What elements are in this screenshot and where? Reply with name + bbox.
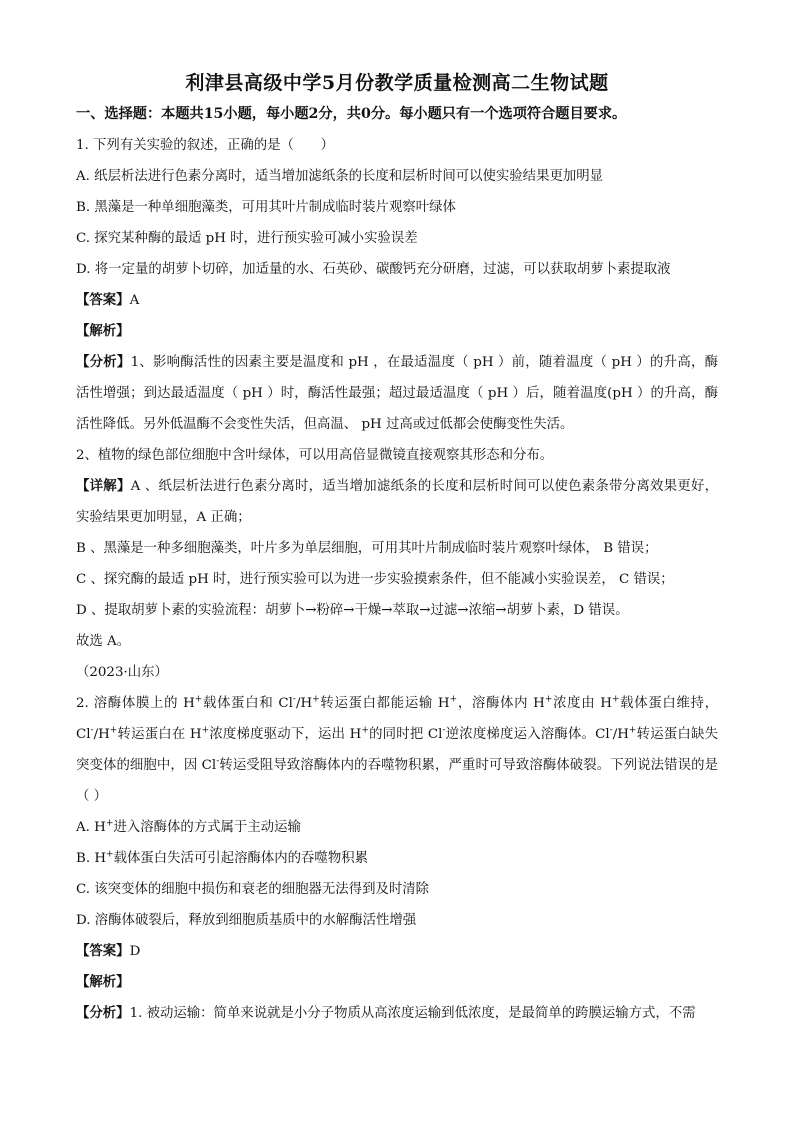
superscript-minus: - (90, 725, 94, 736)
q1-xiangjie-c: C 、探究酶的最适 pH 时，进行预实验可以为进一步实验摸索条件，但不能减小实验误差， C 错误； (76, 572, 674, 587)
q2-option-a-part: A. H (76, 820, 106, 835)
q1-fenxi-2: 2、植物的绿色部位细胞中含叶绿体，可以用高倍显微镜直接观察其形态和分布。 (76, 448, 554, 463)
q2-option-b-part: 载体蛋白失活可引起溶酶体内的吞噬物积累 (113, 851, 368, 866)
q2-option-c: C. 该突变体的细胞中损伤和衰老的细胞器无法得到及时清除 (76, 882, 430, 897)
superscript-plus: + (544, 694, 553, 705)
superscript-plus: + (194, 694, 203, 705)
q1-stem: 1. 下列有关实验的叙述，正确的是（ ） (76, 138, 335, 153)
superscript-plus: + (312, 694, 320, 705)
q2-option-a-part: 进入溶酶体的方式属于主动运输 (113, 820, 301, 835)
q2-stem-part: 转运蛋白都能运输 H (319, 696, 450, 711)
answer-label: 【答案】 (76, 943, 130, 959)
q1-option-c: C. 探究某种酶的最适 pH 时，进行预实验可减小实验误差 (76, 231, 418, 246)
xiangjie-a-text: A 、纸层析法进行色素分离时，适当增加滤纸条的长度和层析时间可以使色素条带分离效果更好，实验结果更加明显，A 正确； (76, 479, 718, 525)
superscript-minus: - (609, 725, 613, 736)
q2-answer (76, 936, 718, 967)
q2-analysis-label: 【解析】 (76, 974, 130, 990)
superscript-minus: - (442, 725, 446, 736)
q2-stem-part: /H (612, 727, 629, 742)
answer-label: 【答案】 (76, 292, 130, 308)
q1-xiangjie-b: B 、黑藻是一种多细胞藻类，叶片多为单层细胞，可用其叶片制成临时装片观察叶绿体， B 错误； (76, 541, 658, 556)
page-title: 利津县高级中学5月份教学质量检测高二生物试题 (185, 72, 609, 94)
q1-option-a: A. 纸层析法进行色素分离时，适当增加滤纸条的长度和层析时间可以使实验结果更加明显 (76, 169, 604, 184)
q2-stem-part: 的同时把 Cl (368, 727, 443, 742)
superscript-plus: + (449, 694, 458, 705)
q2-stem-part: 转运蛋白在 H (117, 727, 202, 742)
q2-stem-part: 浓度梯度驱动下，运出 H (209, 727, 362, 742)
q1-conclusion: 故选 A。 (76, 634, 131, 649)
superscript-plus: + (109, 725, 118, 736)
q2-stem-part: 2. 溶酶体膜上的 H (76, 696, 195, 711)
section-heading: 一、选择题：本题共15小题，每小题2分，共0分。每小题只有一个选项符合题目要求。 (76, 106, 627, 122)
q2-stem-part: 载体蛋白和 Cl (202, 696, 293, 711)
q1-option-b: B. 黑藻是一种单细胞藻类，可用其叶片制成临时装片观察叶绿体 (76, 200, 456, 215)
xiangjie-label: 【详解】 (76, 478, 131, 494)
q1-xiangjie-d: D 、提取胡萝卜素的实验流程：胡萝卜→粉碎→干燥→萃取→过滤→浓缩→胡萝卜素，D 错误。 (76, 603, 629, 618)
q1-xiangjie-a (76, 471, 718, 533)
superscript-plus: + (611, 694, 620, 705)
q2-option-d: D. 溶酶体破裂后，释放到细胞质基质中的水解酶活性增强 (76, 913, 417, 928)
q2-stem-part: 转运蛋白缺失突变体的细胞中，因 Cl (76, 727, 718, 773)
fenxi-text-1: 1、影响酶活性的因素主要是温度和 pH ，在最适温度（ pH ）前，随着温度（ pH ）的升高，酶活性增强；到达最适温度（ pH ）时，酶活性最强；超过最适温度（ pH ）后，随着温度(pH ）的升高，酶活性降低。另外低温酶不会变性失活，但高温、 pH 过高或过低都会使酶变性失活。 (76, 355, 719, 432)
q2-stem-part: 载体蛋白维持，Cl (76, 696, 719, 742)
q2-stem-part: 浓度由 H (552, 696, 612, 711)
superscript-plus: + (628, 725, 637, 736)
answer-value: A (129, 293, 140, 308)
answer-value: D (129, 944, 141, 959)
q1-fenxi-1 (76, 347, 718, 440)
superscript-plus: + (105, 818, 114, 829)
q1-answer (76, 285, 718, 316)
q2-option-b (76, 843, 718, 874)
source-tag: （2023·山东） (76, 665, 168, 680)
q2-stem-part: ，溶酶体内 H (457, 696, 545, 711)
q1-analysis-label: 【解析】 (76, 323, 130, 339)
q2-stem (76, 688, 718, 812)
q1-option-d: D. 将一定量的胡萝卜切碎，加适量的水、石英砂、碳酸钙充分研磨，过滤，可以获取胡萝卜素提取液 (76, 262, 671, 277)
q2-stem-part: /H (295, 696, 313, 711)
q2-stem-part: 转运受阻导致溶酶体内的吞噬物积累，严重时可导致溶酶体破裂。下列说法错误的是（ ） (76, 758, 718, 804)
superscript-plus: + (361, 725, 369, 736)
q2-option-a (76, 812, 718, 843)
superscript-minus: - (292, 694, 296, 705)
superscript-plus: + (106, 849, 114, 860)
q2-stem-part: 逆浓度梯度运入溶酶体。Cl (445, 727, 610, 742)
fenxi-label: 【分析】 (76, 1005, 130, 1021)
q2-fenxi-1 (76, 998, 718, 1029)
q2-option-b-part: B. H (76, 851, 107, 866)
fenxi-label: 【分析】 (76, 354, 131, 370)
q2-stem-part: /H (93, 727, 110, 742)
fenxi-text-1: 1. 被动运输：简单来说就是小分子物质从高浓度运输到低浓度，是最简单的跨膜运输方式，不需 (129, 1006, 696, 1021)
superscript-plus: + (201, 725, 210, 736)
superscript-minus: - (216, 756, 220, 767)
